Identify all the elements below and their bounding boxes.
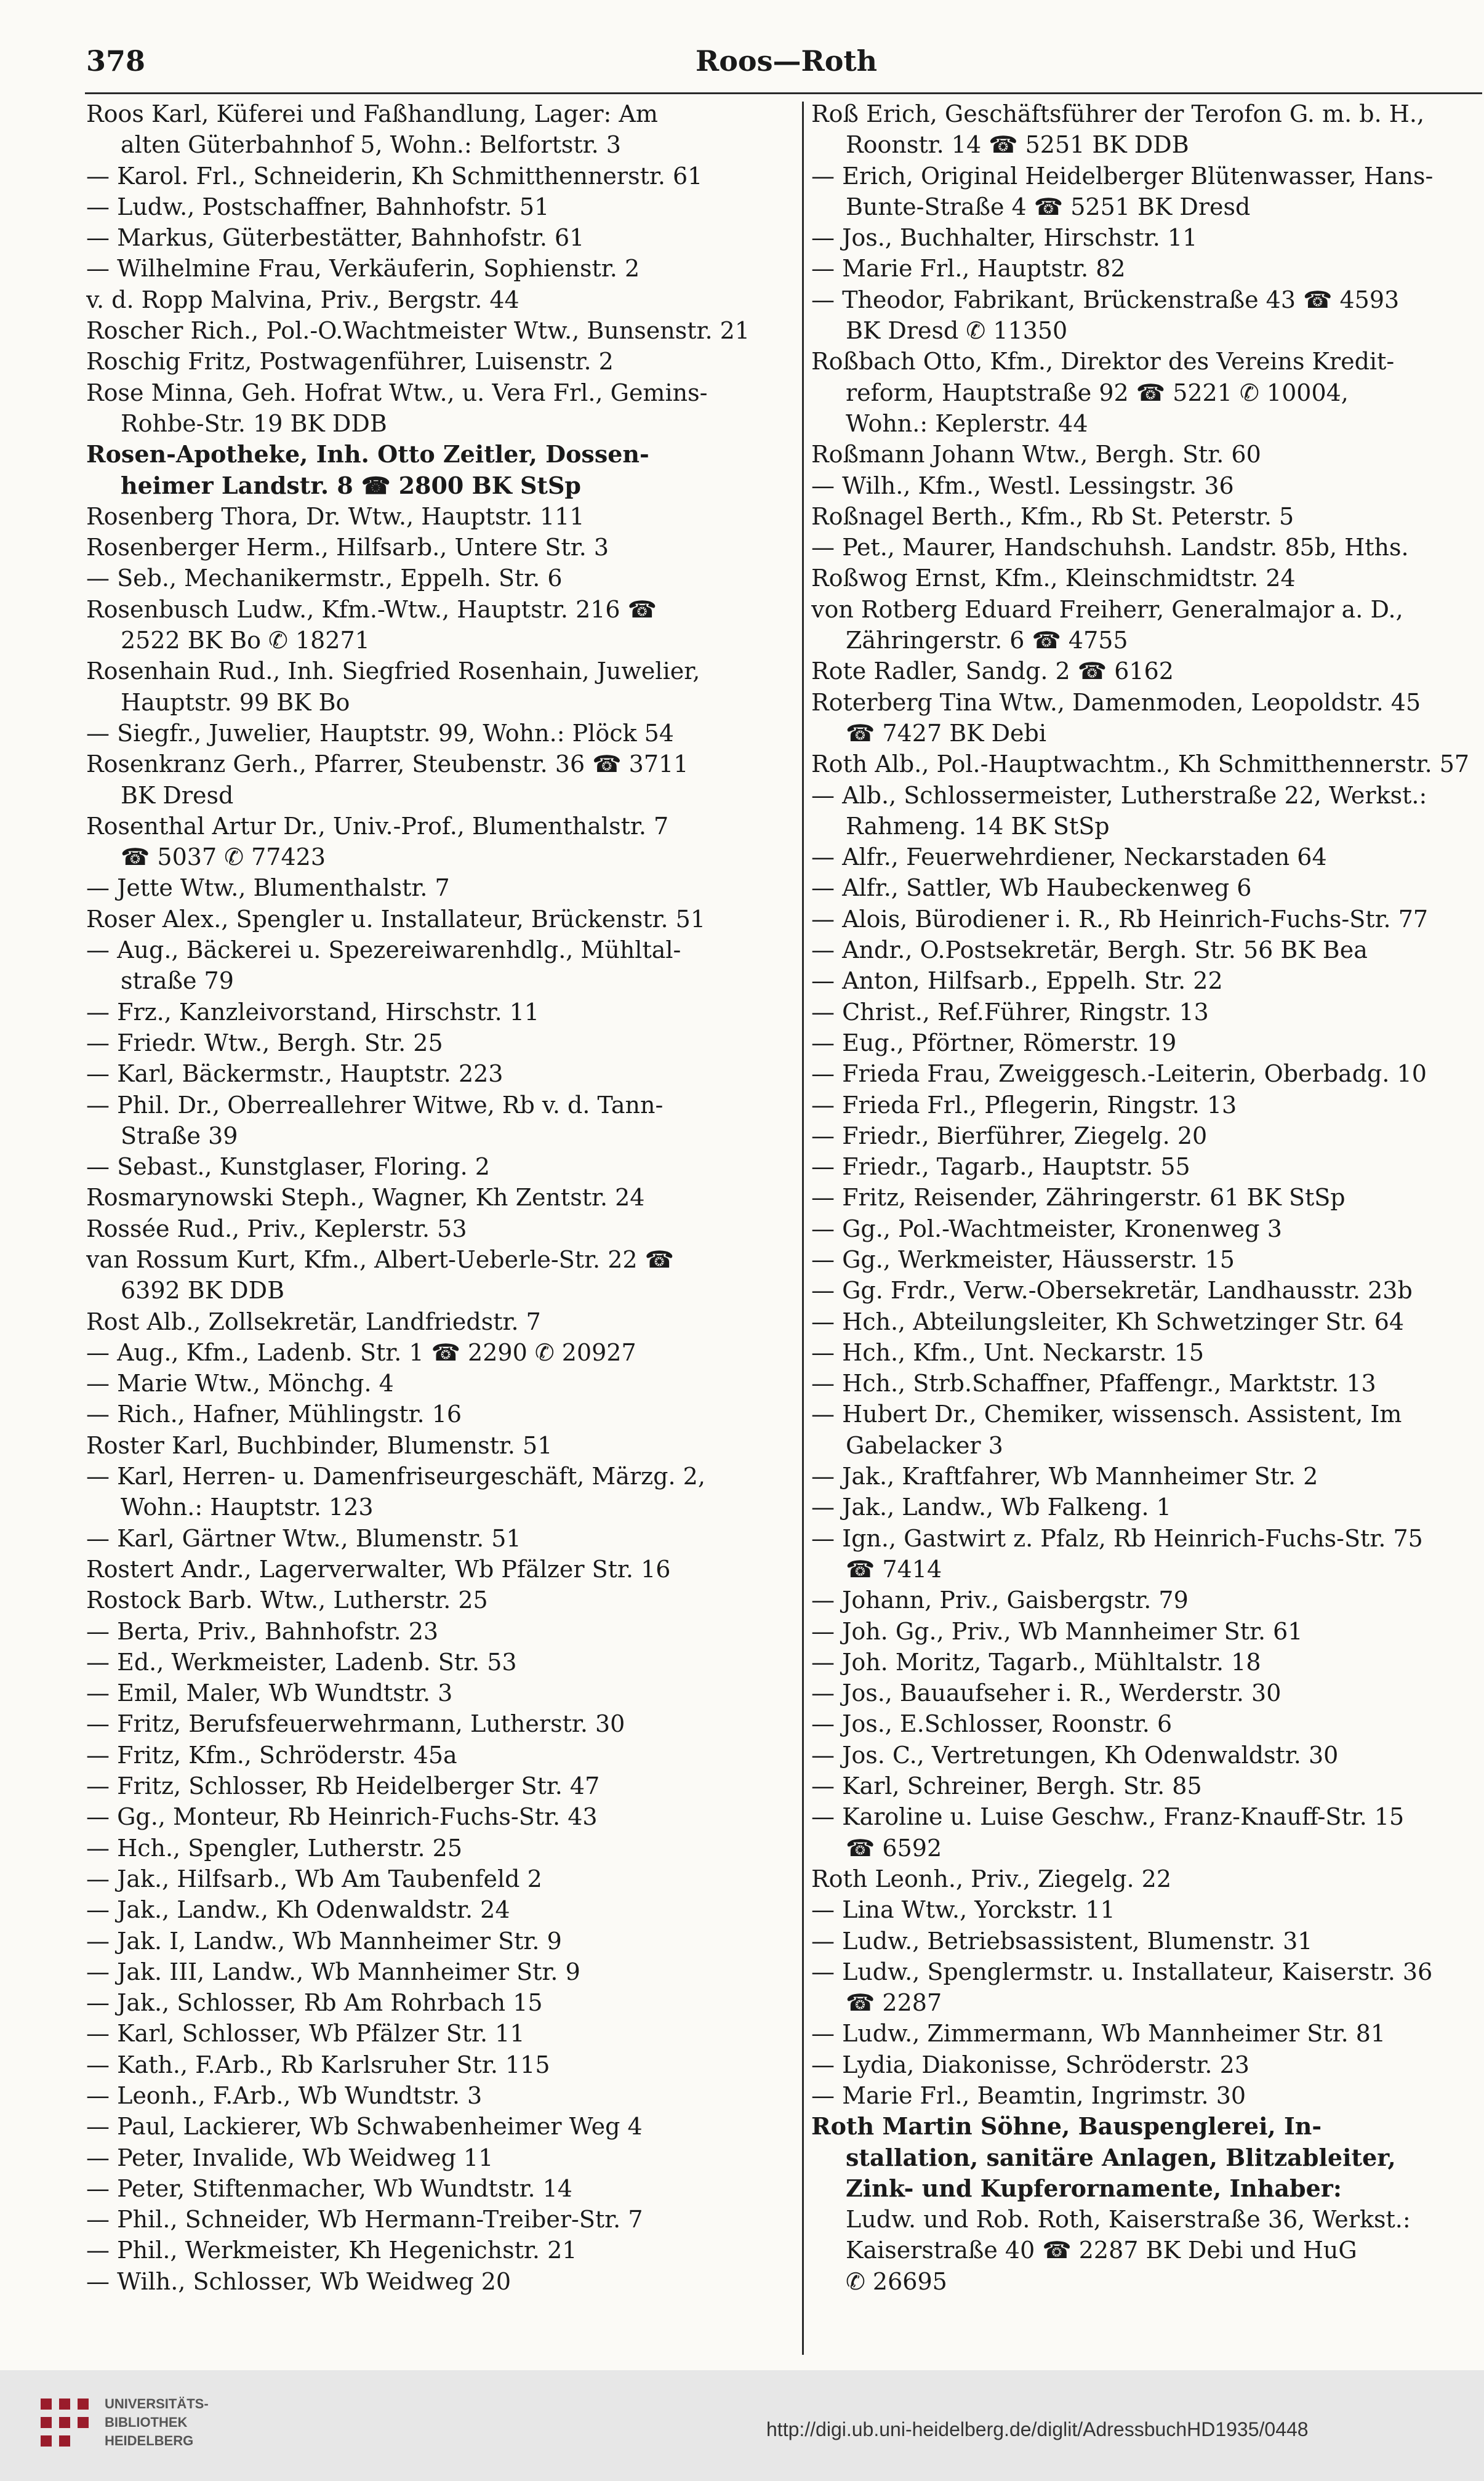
- directory-entry-line: — Sebast., Kunstglaser, Floring. 2: [86, 1153, 490, 1181]
- directory-entry-line: — Fritz, Schlosser, Rb Heidelberger Str. 47: [86, 1772, 600, 1800]
- directory-entry-line: Rosmarynowski Steph., Wagner, Kh Zentstr. 24: [86, 1184, 645, 1212]
- directory-entry-line: reform, Hauptstraße 92 ☎ 5221 ✆ 10004,: [846, 379, 1349, 406]
- directory-entry-line: Rosenberg Thora, Dr. Wtw., Hauptstr. 111: [86, 502, 585, 530]
- directory-entry-line: — Karoline u. Luise Geschw., Franz-Knauff-Str. 15: [811, 1803, 1405, 1831]
- footer-bar: [0, 2370, 1484, 2481]
- directory-entry-line: — Fritz, Reisender, Zähringerstr. 61 BK StSp: [811, 1184, 1346, 1212]
- directory-entry-line: — Theodor, Fabrikant, Brückenstraße 43 ☎ 4593: [811, 286, 1400, 313]
- directory-entry-line: — Jak., Landw., Wb Falkeng. 1: [811, 1494, 1171, 1521]
- directory-entry-line: — Karol. Frl., Schneiderin, Kh Schmitthennerstr. 61: [86, 162, 703, 190]
- directory-entry-line: Rosenberger Herm., Hilfsarb., Untere Str. 3: [86, 534, 609, 561]
- directory-entry-line: — Ed., Werkmeister, Ladenb. Str. 53: [86, 1648, 517, 1676]
- directory-entry-line: — Phil., Schneider, Wb Hermann-Treiber-Str. 7: [86, 2206, 643, 2234]
- library-name-line: HEIDELBERG: [105, 2433, 194, 2448]
- directory-entry-line: — Paul, Lackierer, Wb Schwabenheimer Weg 4: [86, 2113, 643, 2141]
- directory-entry-line: — Jak. III, Landw., Wb Mannheimer Str. 9: [86, 1958, 580, 1985]
- directory-entry-line: v. d. Ropp Malvina, Priv., Bergstr. 44: [86, 286, 519, 313]
- directory-entry-line: Hauptstr. 99 BK Bo: [121, 688, 350, 716]
- directory-entry-line: — Jak., Landw., Kh Odenwaldstr. 24: [86, 1896, 510, 1924]
- directory-entry-line: — Aug., Kfm., Ladenb. Str. 1 ☎ 2290 ✆ 20927: [86, 1338, 636, 1366]
- directory-entry-line: — Hch., Abteilungsleiter, Kh Schwetzinger Str. 64: [811, 1308, 1405, 1335]
- directory-entry-line: alten Güterbahnhof 5, Wohn.: Belfortstr. 3: [121, 131, 621, 159]
- directory-entry-line: Ludw. und Rob. Roth, Kaiserstraße 36, Werkst.:: [846, 2206, 1411, 2234]
- directory-entry-line: — Hch., Strb.Schaffner, Pfaffengr., Marktstr. 13: [811, 1370, 1376, 1397]
- directory-entry-line: Roßmann Johann Wtw., Bergh. Str. 60: [811, 441, 1261, 468]
- directory-entry-line: Roth Alb., Pol.-Hauptwachtm., Kh Schmitthennerstr. 57: [811, 750, 1470, 778]
- directory-entry-line: — Karl, Schreiner, Bergh. Str. 85: [811, 1772, 1202, 1800]
- directory-entry-line: Wohn.: Hauptstr. 123: [121, 1494, 374, 1521]
- directory-entry-line: — Alois, Bürodiener i. R., Rb Heinrich-Fuchs-Str. 77: [811, 905, 1429, 933]
- directory-entry-line: Roßwog Ernst, Kfm., Kleinschmidtstr. 24: [811, 565, 1296, 592]
- directory-entry-line: Roser Alex., Spengler u. Installateur, Brückenstr. 51: [86, 905, 705, 933]
- directory-entry-line: — Wilhelmine Frau, Verkäuferin, Sophienstr. 2: [86, 255, 640, 283]
- directory-entry-line: Roschig Fritz, Postwagenführer, Luisenstr. 2: [86, 348, 614, 376]
- directory-entry-line: — Gg., Monteur, Rb Heinrich-Fuchs-Str. 43: [86, 1803, 598, 1831]
- directory-entry-line: — Wilh., Schlosser, Wb Weidweg 20: [86, 2267, 511, 2295]
- directory-entry-line: Rosenbusch Ludw., Kfm.-Wtw., Hauptstr. 216 ☎: [86, 595, 657, 623]
- directory-entry-line: Wohn.: Keplerstr. 44: [846, 409, 1088, 437]
- directory-entry-line: ☎ 5037 ✆ 77423: [121, 843, 326, 871]
- column-divider: [802, 102, 804, 2355]
- directory-entry-line: — Jak., Schlosser, Rb Am Rohrbach 15: [86, 1989, 543, 2017]
- directory-entry-line: Roßbach Otto, Kfm., Direktor des Vereins Kredit-: [811, 348, 1395, 376]
- directory-entry-line: — Peter, Stiftenmacher, Wb Wundtstr. 14: [86, 2174, 572, 2202]
- directory-entry-line: — Ign., Gastwirt z. Pfalz, Rb Heinrich-Fuchs-Str. 75: [811, 1524, 1423, 1552]
- library-name-line: UNIVERSITÄTS-: [105, 2396, 209, 2411]
- directory-entry-line: Roster Karl, Buchbinder, Blumenstr. 51: [86, 1431, 553, 1459]
- directory-entry-line: — Ludw., Zimmermann, Wb Mannheimer Str. 81: [811, 2020, 1386, 2048]
- left-column: [86, 99, 791, 2364]
- directory-entry-line: ✆ 26695: [846, 2267, 947, 2295]
- directory-entry-line: — Jette Wtw., Blumenthalstr. 7: [86, 874, 450, 902]
- directory-entry-line: — Friedr. Wtw., Bergh. Str. 25: [86, 1029, 443, 1056]
- directory-entry-line: Rost Alb., Zollsekretär, Landfriedstr. 7: [86, 1308, 541, 1335]
- directory-entry-line: Roth Martin Söhne, Bauspenglerei, In-: [811, 2112, 1322, 2141]
- directory-entry-line: Bunte-Straße 4 ☎ 5251 BK Dresd: [846, 193, 1251, 220]
- directory-entry-line: stallation, sanitäre Anlagen, Blitzableiter,: [846, 2143, 1396, 2171]
- directory-entry-line: — Ludw., Postschaffner, Bahnhofstr. 51: [86, 193, 550, 220]
- directory-entry-line: van Rossum Kurt, Kfm., Albert-Ueberle-Str. 22 ☎: [86, 1245, 674, 1273]
- directory-entry-line: Rossée Rud., Priv., Keplerstr. 53: [86, 1215, 467, 1242]
- directory-entry-line: — Lydia, Diakonisse, Schröderstr. 23: [811, 2051, 1249, 2078]
- directory-entry-line: — Karl, Gärtner Wtw., Blumenstr. 51: [86, 1524, 521, 1552]
- directory-entry-line: — Jos., Bauaufseher i. R., Werderstr. 30: [811, 1679, 1281, 1707]
- directory-entry-line: — Ludw., Spenglermstr. u. Installateur, Kaiserstr. 36: [811, 1958, 1433, 1985]
- directory-entry-line: — Jak., Hilfsarb., Wb Am Taubenfeld 2: [86, 1865, 542, 1892]
- library-name: [105, 2395, 289, 2450]
- directory-entry-line: — Jos. C., Vertretungen, Kh Odenwaldstr. 30: [811, 1741, 1339, 1769]
- directory-entry-line: — Friedr., Bierführer, Ziegelg. 20: [811, 1122, 1208, 1149]
- directory-entry-line: Zähringerstr. 6 ☎ 4755: [846, 627, 1128, 654]
- directory-entry-line: — Berta, Priv., Bahnhofstr. 23: [86, 1617, 439, 1645]
- directory-entry-line: Rote Radler, Sandg. 2 ☎ 6162: [811, 657, 1174, 685]
- directory-entry-line: — Karl, Bäckermstr., Hauptstr. 223: [86, 1060, 503, 1088]
- library-name-line: BIBLIOTHEK: [105, 2415, 188, 2430]
- directory-entry-line: — Alfr., Sattler, Wb Haubeckenweg 6: [811, 874, 1252, 902]
- header-rule: [85, 92, 1482, 94]
- directory-entry-line: — Jak., Kraftfahrer, Wb Mannheimer Str. 2: [811, 1463, 1318, 1490]
- directory-entry-line: — Phil., Werkmeister, Kh Hegenichstr. 21: [86, 2237, 577, 2264]
- directory-entry-line: Kaiserstraße 40 ☎ 2287 BK Debi und HuG: [846, 2237, 1357, 2264]
- directory-entry-line: — Pet., Maurer, Handschuhsh. Landstr. 85b, Hths.: [811, 534, 1409, 561]
- directory-entry-line: — Frieda Frau, Zweiggesch.-Leiterin, Oberbadg. 10: [811, 1060, 1427, 1088]
- directory-entry-line: — Jos., Buchhalter, Hirschstr. 11: [811, 224, 1198, 252]
- directory-entry-line: — Peter, Invalide, Wb Weidweg 11: [86, 2144, 494, 2171]
- page-title: Roos—Roth: [696, 44, 878, 78]
- right-column: [811, 99, 1476, 2364]
- directory-entry-line: Roos Karl, Küferei und Faßhandlung, Lager: Am: [86, 100, 658, 127]
- directory-entry-line: — Friedr., Tagarb., Hauptstr. 55: [811, 1153, 1190, 1181]
- directory-entry-line: ☎ 7414: [846, 1555, 942, 1583]
- directory-entry-line: Rosenhain Rud., Inh. Siegfried Rosenhain, Juwelier,: [86, 657, 700, 685]
- directory-entry-line: — Alb., Schlossermeister, Lutherstraße 22, Werkst.:: [811, 781, 1427, 809]
- directory-entry-line: — Emil, Maler, Wb Wundtstr. 3: [86, 1679, 453, 1707]
- directory-entry-line: — Rich., Hafner, Mühlingstr. 16: [86, 1401, 462, 1428]
- directory-entry-line: — Andr., O.Postsekretär, Bergh. Str. 56 BK Bea: [811, 936, 1368, 964]
- directory-entry-line: Roth Leonh., Priv., Ziegelg. 22: [811, 1865, 1172, 1892]
- directory-entry-line: Rose Minna, Geh. Hofrat Wtw., u. Vera Frl., Gemins-: [86, 379, 708, 406]
- directory-entry-line: — Karl, Schlosser, Wb Pfälzer Str. 11: [86, 2020, 525, 2048]
- directory-entry-line: Rosenkranz Gerh., Pfarrer, Steubenstr. 36 ☎ 3711: [86, 750, 689, 778]
- directory-entry-line: — Gg., Pol.-Wachtmeister, Kronenweg 3: [811, 1215, 1282, 1242]
- directory-entry-line: — Eug., Pförtner, Römerstr. 19: [811, 1029, 1177, 1056]
- directory-entry-line: — Fritz, Berufsfeuerwehrmann, Lutherstr. 30: [86, 1710, 625, 1738]
- directory-entry-line: — Aug., Bäckerei u. Spezereiwarenhdlg., Mühltal-: [86, 936, 681, 964]
- directory-entry-line: Rostert Andr., Lagerverwalter, Wb Pfälzer Str. 16: [86, 1555, 671, 1583]
- directory-entry-line: — Gg. Frdr., Verw.-Obersekretär, Landhausstr. 23b: [811, 1277, 1413, 1305]
- directory-entry-line: Roß Erich, Geschäftsführer der Terofon G. m. b. H.,: [811, 100, 1425, 127]
- directory-entry-line: Rohbe-Str. 19 BK DDB: [121, 409, 387, 437]
- directory-entry-line: — Hch., Spengler, Lutherstr. 25: [86, 1834, 463, 1862]
- directory-entry-line: — Anton, Hilfsarb., Eppelh. Str. 22: [811, 967, 1223, 995]
- directory-entry-line: — Hubert Dr., Chemiker, wissensch. Assistent, Im: [811, 1401, 1402, 1428]
- directory-entry-line: ☎ 2287: [846, 1989, 942, 2017]
- source-url-link[interactable]: http://digi.ub.uni-heidelberg.de/diglit/AdressbuchHD1935/0448: [766, 2418, 1309, 2440]
- directory-entry-line: ☎ 7427 BK Debi: [846, 719, 1047, 747]
- directory-entry-line: — Kath., F.Arb., Rb Karlsruher Str. 115: [86, 2051, 550, 2078]
- directory-entry-line: Roßnagel Berth., Kfm., Rb St. Peterstr. 5: [811, 502, 1294, 530]
- directory-entry-line: — Jos., E.Schlosser, Roonstr. 6: [811, 1710, 1173, 1738]
- directory-entry-line: straße 79: [121, 967, 234, 995]
- directory-entry-line: — Karl, Herren- u. Damenfriseurgeschäft, Märzg. 2,: [86, 1463, 705, 1490]
- directory-entry-line: Rostock Barb. Wtw., Lutherstr. 25: [86, 1586, 488, 1614]
- directory-entry-line: ☎ 6592: [846, 1834, 942, 1862]
- directory-entry-line: von Rotberg Eduard Freiherr, Generalmajor a. D.,: [811, 595, 1403, 623]
- directory-entry-line: — Jak. I, Landw., Wb Mannheimer Str. 9: [86, 1927, 562, 1955]
- directory-entry-line: — Johann, Priv., Gaisbergstr. 79: [811, 1586, 1189, 1614]
- directory-entry-line: — Fritz, Kfm., Schröderstr. 45a: [86, 1741, 457, 1769]
- directory-entry-line: — Seb., Mechanikermstr., Eppelh. Str. 6: [86, 565, 563, 592]
- directory-entry-line: Roonstr. 14 ☎ 5251 BK DDB: [846, 131, 1189, 159]
- directory-entry-line: — Gg., Werkmeister, Häusserstr. 15: [811, 1245, 1235, 1273]
- directory-entry-line: — Siegfr., Juwelier, Hauptstr. 99, Wohn.: Plöck 54: [86, 719, 674, 747]
- directory-entry-line: — Christ., Ref.Führer, Ringstr. 13: [811, 998, 1209, 1026]
- directory-entry-line: — Marie Frl., Hauptstr. 82: [811, 255, 1126, 283]
- directory-entry-line: Rosenthal Artur Dr., Univ.-Prof., Blumenthalstr. 7: [86, 812, 669, 840]
- directory-entry-line: Roterberg Tina Wtw., Damenmoden, Leopoldstr. 45: [811, 688, 1421, 716]
- directory-entry-line: Roscher Rich., Pol.-O.Wachtmeister Wtw., Bunsenstr. 21: [86, 317, 750, 345]
- directory-entry-line: — Phil. Dr., Oberreallehrer Witwe, Rb v. d. Tann-: [86, 1091, 664, 1119]
- directory-entry-line: — Wilh., Kfm., Westl. Lessingstr. 36: [811, 472, 1234, 499]
- directory-entry-line: — Hch., Kfm., Unt. Neckarstr. 15: [811, 1338, 1205, 1366]
- directory-entry-line: — Lina Wtw., Yorckstr. 11: [811, 1896, 1115, 1924]
- directory-entry-line: — Frz., Kanzleivorstand, Hirschstr. 11: [86, 998, 540, 1026]
- directory-entry-line: BK Dresd: [121, 781, 234, 809]
- directory-entry-line: — Joh. Moritz, Tagarb., Mühltalstr. 18: [811, 1648, 1261, 1676]
- directory-entry-line: — Markus, Güterbestätter, Bahnhofstr. 61: [86, 224, 585, 252]
- directory-entry-line: 2522 BK Bo ✆ 18271: [121, 627, 370, 654]
- directory-entry-line: Gabelacker 3: [846, 1431, 1003, 1459]
- directory-entry-line: — Marie Frl., Beamtin, Ingrimstr. 30: [811, 2082, 1246, 2109]
- directory-entry-line: Rosen-Apotheke, Inh. Otto Zeitler, Dossen-: [86, 440, 649, 468]
- directory-entry-line: 6392 BK DDB: [121, 1277, 285, 1305]
- directory-entry-line: Straße 39: [121, 1122, 238, 1149]
- directory-entry-line: Rahmeng. 14 BK StSp: [846, 812, 1110, 840]
- directory-entry-line: Zink- und Kupferornamente, Inhaber:: [846, 2174, 1342, 2202]
- page-number: 378: [86, 44, 146, 78]
- directory-entry-line: — Frieda Frl., Pflegerin, Ringstr. 13: [811, 1091, 1237, 1119]
- directory-entry-line: — Alfr., Feuerwehrdiener, Neckarstaden 64: [811, 843, 1327, 871]
- directory-entry-line: — Joh. Gg., Priv., Wb Mannheimer Str. 61: [811, 1617, 1303, 1645]
- directory-entry-line: — Ludw., Betriebsassistent, Blumenstr. 31: [811, 1927, 1313, 1955]
- directory-entry-line: heimer Landstr. 8 ☎ 2800 BK StSp: [121, 471, 581, 499]
- library-logo-icon: [37, 2395, 92, 2450]
- directory-entry-line: — Marie Wtw., Mönchg. 4: [86, 1370, 394, 1397]
- directory-entry-line: — Leonh., F.Arb., Wb Wundtstr. 3: [86, 2082, 483, 2109]
- directory-entry-line: BK Dresd ✆ 11350: [846, 317, 1068, 345]
- directory-entry-line: — Erich, Original Heidelberger Blütenwasser, Hans-: [811, 162, 1434, 190]
